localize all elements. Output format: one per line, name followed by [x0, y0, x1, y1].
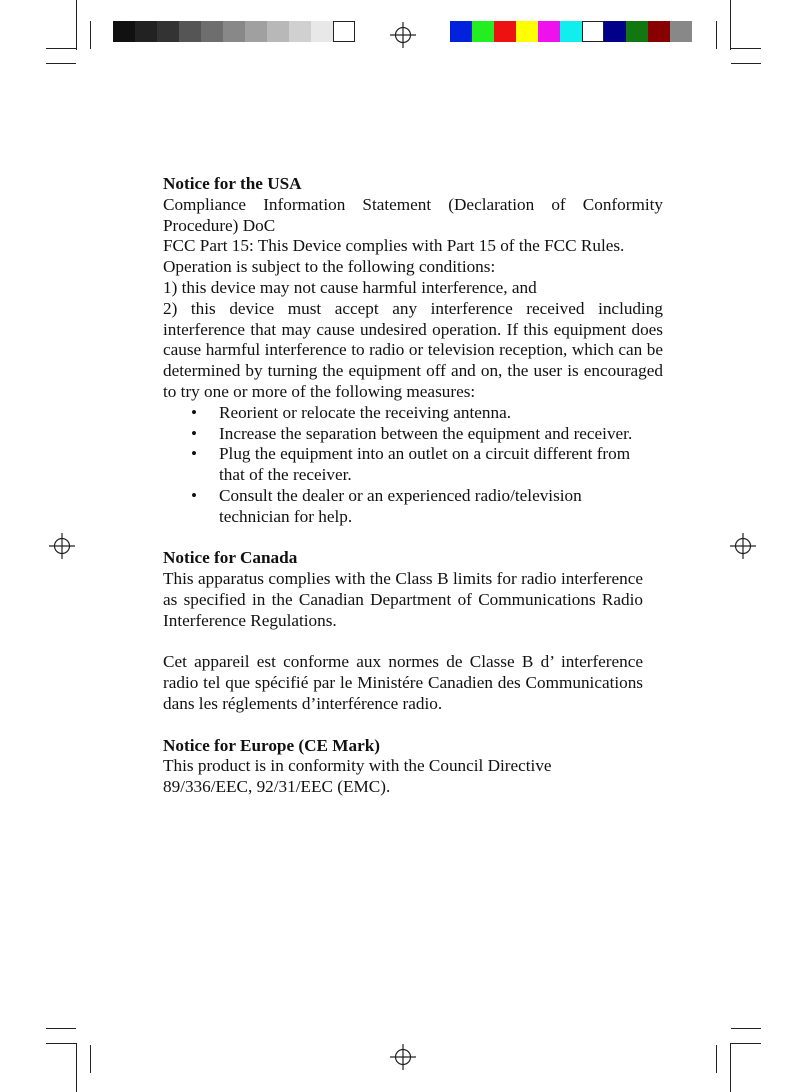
europe-conformity-text: This product is in conformity with the Council Directive 89/336/EEC, 92/31/EEC (EMC).: [163, 756, 552, 797]
crop-mark-top-right-vertical-2: [730, 0, 731, 50]
usa-operation-conditions: Operation is subject to the following conditions:: [163, 257, 496, 277]
color-swatch-7: [604, 21, 626, 42]
crop-mark-bottom-right-vertical: [716, 1045, 717, 1073]
color-swatch-3: [516, 21, 538, 42]
registration-mark-icon: [49, 533, 75, 559]
color-swatch-10: [670, 21, 692, 42]
crop-mark-bottom-left-horizontal-2: [46, 1043, 76, 1044]
usa-measures-list: [163, 403, 663, 528]
gray-swatch-8: [289, 21, 311, 42]
color-swatch-2: [494, 21, 516, 42]
grayscale-calibration-strip: [113, 21, 355, 42]
registration-mark-icon: [390, 1044, 416, 1070]
gray-swatch-7: [267, 21, 289, 42]
list-item: • Reorient or relocate the receiving antenna.: [191, 402, 512, 422]
gray-swatch-4: [201, 21, 223, 42]
color-swatch-0: [450, 21, 472, 42]
color-swatch-4: [538, 21, 560, 42]
bullet-icon: •: [191, 423, 198, 443]
crop-mark-bottom-right-horizontal: [731, 1028, 761, 1029]
gray-swatch-10: [333, 21, 355, 42]
crop-mark-top-left-horizontal: [46, 48, 76, 49]
crop-mark-top-right-horizontal: [731, 48, 761, 49]
usa-compliance-statement: Compliance Information Statement (Declaration of Conformity Procedure) DoC: [163, 194, 663, 235]
crop-mark-bottom-right-vertical-2: [730, 1043, 731, 1092]
color-swatch-6: [582, 21, 604, 42]
bullet-icon: •: [191, 485, 198, 505]
canada-english-text: This apparatus complies with the Class B limits for radio interference as specified in the Canadian Department of Communications Radio Interference Regulations.: [163, 569, 643, 630]
usa-condition-2: 2) this device must accept any interference received including interference that may cause undesired operation. If this equipment does cause harmful interference to radio or television reception, which can be determined by turning the equipment off and on, the user is encouraged to try one or more of the following measures:: [163, 298, 663, 401]
crop-mark-top-left-vertical-2: [90, 21, 91, 49]
document-body: [163, 174, 663, 798]
gray-swatch-9: [311, 21, 333, 42]
gray-swatch-2: [157, 21, 179, 42]
gray-swatch-1: [135, 21, 157, 42]
bullet-icon: •: [191, 402, 198, 422]
crop-mark-bottom-right-horizontal-2: [731, 1043, 761, 1044]
crop-mark-top-right-horizontal-2: [731, 63, 761, 64]
color-swatch-8: [626, 21, 648, 42]
list-item: • Consult the dealer or an experienced radio/television technician for help.: [191, 485, 582, 526]
crop-mark-bottom-left-vertical: [76, 1043, 77, 1092]
bullet-icon: •: [191, 444, 198, 464]
crop-mark-bottom-left-horizontal: [46, 1028, 76, 1029]
gray-swatch-5: [223, 21, 245, 42]
color-swatch-5: [560, 21, 582, 42]
list-item: • Increase the separation between the equipment and receiver.: [191, 423, 633, 443]
crop-mark-bottom-left-vertical-2: [90, 1045, 91, 1073]
color-swatch-9: [648, 21, 670, 42]
gray-swatch-6: [245, 21, 267, 42]
canada-notice-heading: Notice for Canada: [163, 548, 298, 568]
color-calibration-strip: [450, 21, 692, 42]
canada-french-text: Cet appareil est conforme aux normes de Classe B d’ interference radio tel que spécifié par le Ministére Canadien des Communications dans les réglements d’interférence radio.: [163, 652, 643, 713]
gray-swatch-0: [113, 21, 135, 42]
crop-mark-top-left-horizontal-2: [46, 63, 76, 64]
crop-mark-top-right-vertical: [716, 21, 717, 49]
list-item: • Plug the equipment into an outlet on a circuit different from that of the receiver.: [191, 444, 631, 485]
registration-mark-icon: [390, 22, 416, 48]
usa-fcc-part15: FCC Part 15: This Device complies with Part 15 of the FCC Rules.: [163, 236, 625, 256]
gray-swatch-3: [179, 21, 201, 42]
registration-mark-icon: [730, 533, 756, 559]
color-swatch-1: [472, 21, 494, 42]
usa-notice-heading: Notice for the USA: [163, 174, 302, 193]
usa-condition-1: 1) this device may not cause harmful interference, and: [163, 277, 537, 297]
europe-notice-heading: Notice for Europe (CE Mark): [163, 735, 381, 755]
crop-mark-top-left-vertical: [76, 0, 77, 50]
